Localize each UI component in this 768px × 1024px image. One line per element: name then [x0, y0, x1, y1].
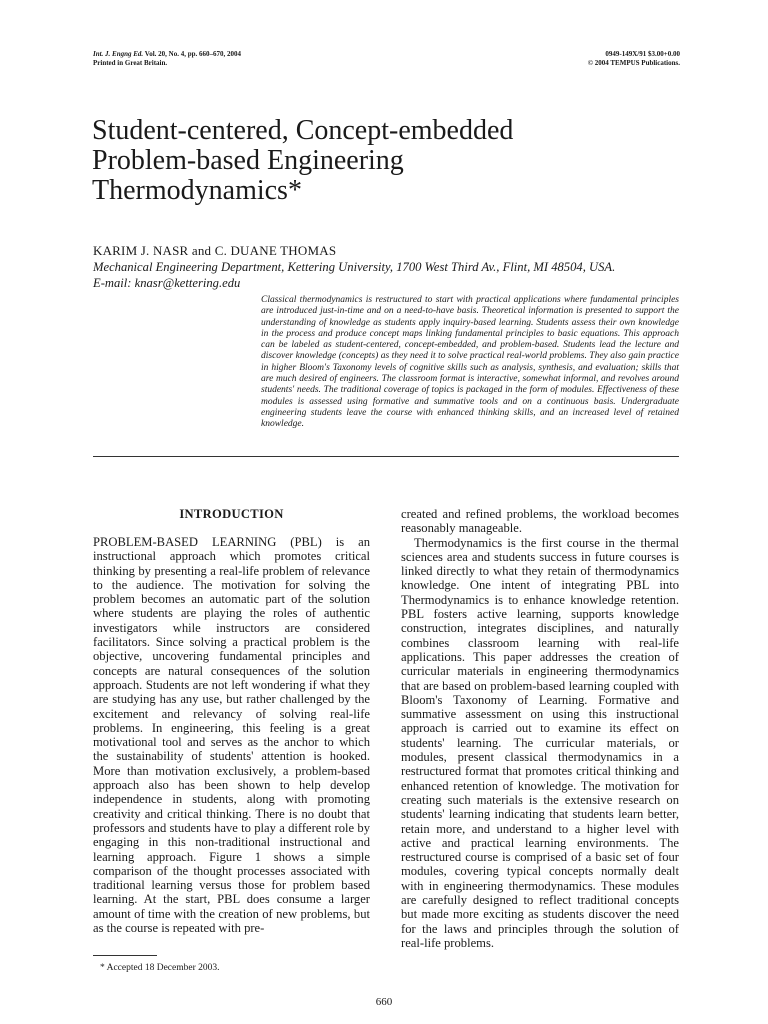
body-paragraph: Thermodynamics is the first course in the thermal sciences area and students success in future courses is linked directly to what they retain of thermodynamics knowledge. One intent of integrating PBL into Thermodynamics is to enhance knowledge retention. PBL fosters active learning, supports knowledge construction, integrates disciplines, and naturally combines classroom learning with real-life applications. This paper addresses the creation of curricular materials in engineering thermodynamics that are based on problem-based learning coupled with Bloom's Taxonomy of Learning. Formative and summative assessment on using this instructional approach is carried out to examine its effect on students' learning. The curricular materials, or modules, present classical thermodynamics in a restructured format that promotes critical thinking and enhanced retention of knowledge. The motivation for creating such materials is the extensive research on students' learning indicating that students learn better, retain more, and understand to a higher level with active and practical learning environments. The restructured course is comprised of a basic set of four modules, covering typical concepts normally dealt with in engineering thermodynamics. These modules are carefully designed to reflect traditional concepts but made more exciting as students discover the need for the laws and principles through the solution of real-life problems.	[401, 535, 679, 950]
left-column	[93, 535, 370, 935]
journal-citation: Vol. 20, No. 4, pp. 660–670, 2004	[143, 50, 242, 58]
publication-header	[588, 50, 680, 68]
email: E-mail: knasr@kettering.edu	[93, 275, 241, 290]
title-line: Problem-based Engineering	[92, 145, 404, 176]
page-number: 660	[375, 996, 393, 1008]
journal-header	[93, 50, 241, 68]
title-line: Student-centered, Concept-embedded	[92, 115, 514, 146]
issn: 0949-149X/91 $3.00+0.00	[605, 50, 680, 58]
section-divider	[93, 456, 679, 457]
footnote-rule	[93, 955, 157, 956]
abstract: Classical thermodynamics is restructured to start with practical applications where fundamental principles are introduced just-in-time and on a need-to-have basis. Theoretical information is presented to support the understanding of knowledge as students apply inquiry-based learning. Students assess their own knowledge in the process and produce concept maps linking fundamental principles to basic equations. This approach can be labeled as student-centered, concept-embedded, and problem-based. Students lead the lecture and discover knowledge (concepts) as they need it to solve practical real-world problems. They also gain practice in higher Bloom's Taxonomy levels of cognitive skills such as analysis, synthesis, and evaluation; skills that are much desired of engineers. The classroom format is interactive, somewhat informal, and revolves around students' needs. The traditional coverage of topics is packaged in the form of modules. Effectiveness of these modules is assessed using formative and summative tools and on a continuous basis. Undergraduate engineering students leave the course with enhanced thinking skills, and an increased level of retained knowledge.	[261, 295, 679, 430]
section-heading: INTRODUCTION	[179, 507, 284, 521]
printed-note: Printed in Great Britain.	[93, 59, 168, 67]
copyright: © 2004 TEMPUS Publications.	[587, 59, 680, 67]
paper-title	[92, 116, 692, 206]
title-line: Thermodynamics*	[92, 175, 302, 206]
journal-name: Int. J. Engng Ed.	[93, 50, 144, 58]
body-paragraph: PROBLEM-BASED LEARNING (PBL) is an instructional approach which promotes critical thinking by presenting a real-life problem of relevance to the audience. The motivation for solving the problem becomes an automatic part of the solution where students are playing the roles of authentic investigators while instructors are considered facilitators. Since solving a practical problem is the objective, uncovering fundamental principles and concepts are natural consequences of the solution approach. Students are not left wondering if what they are studying has any use, but rather challenged by the excitement and relevancy of solving real-life problems. In engineering, this feeling is a great motivational tool and serves as the anchor to which the sustainability of students' attention is hooked. More than motivation exclusively, a problem-based approach also has been shown to help develop independence in students, along with promoting creativity and critical thinking. There is no doubt that professors and students have to play a different role by engaging in this non-traditional instructional and learning approach. Figure 1 shows a simple comparison of the thought processes associated with traditional learning versus those for problem based learning. At the start, PBL does consume a larger amount of time with the creation of new problems, but as the course is repeated with pre-	[93, 535, 370, 936]
right-column	[401, 507, 679, 950]
footnote: * Accepted 18 December 2003.	[100, 963, 220, 973]
author-list: KARIM J. NASR and C. DUANE THOMAS	[93, 243, 337, 258]
body-paragraph: created and refined problems, the workload becomes reasonably manageable.	[401, 507, 679, 536]
affiliation: Mechanical Engineering Department, Kettering University, 1700 West Third Av., Flint, MI 48504, USA.	[93, 260, 616, 274]
affiliation-block	[93, 260, 713, 291]
